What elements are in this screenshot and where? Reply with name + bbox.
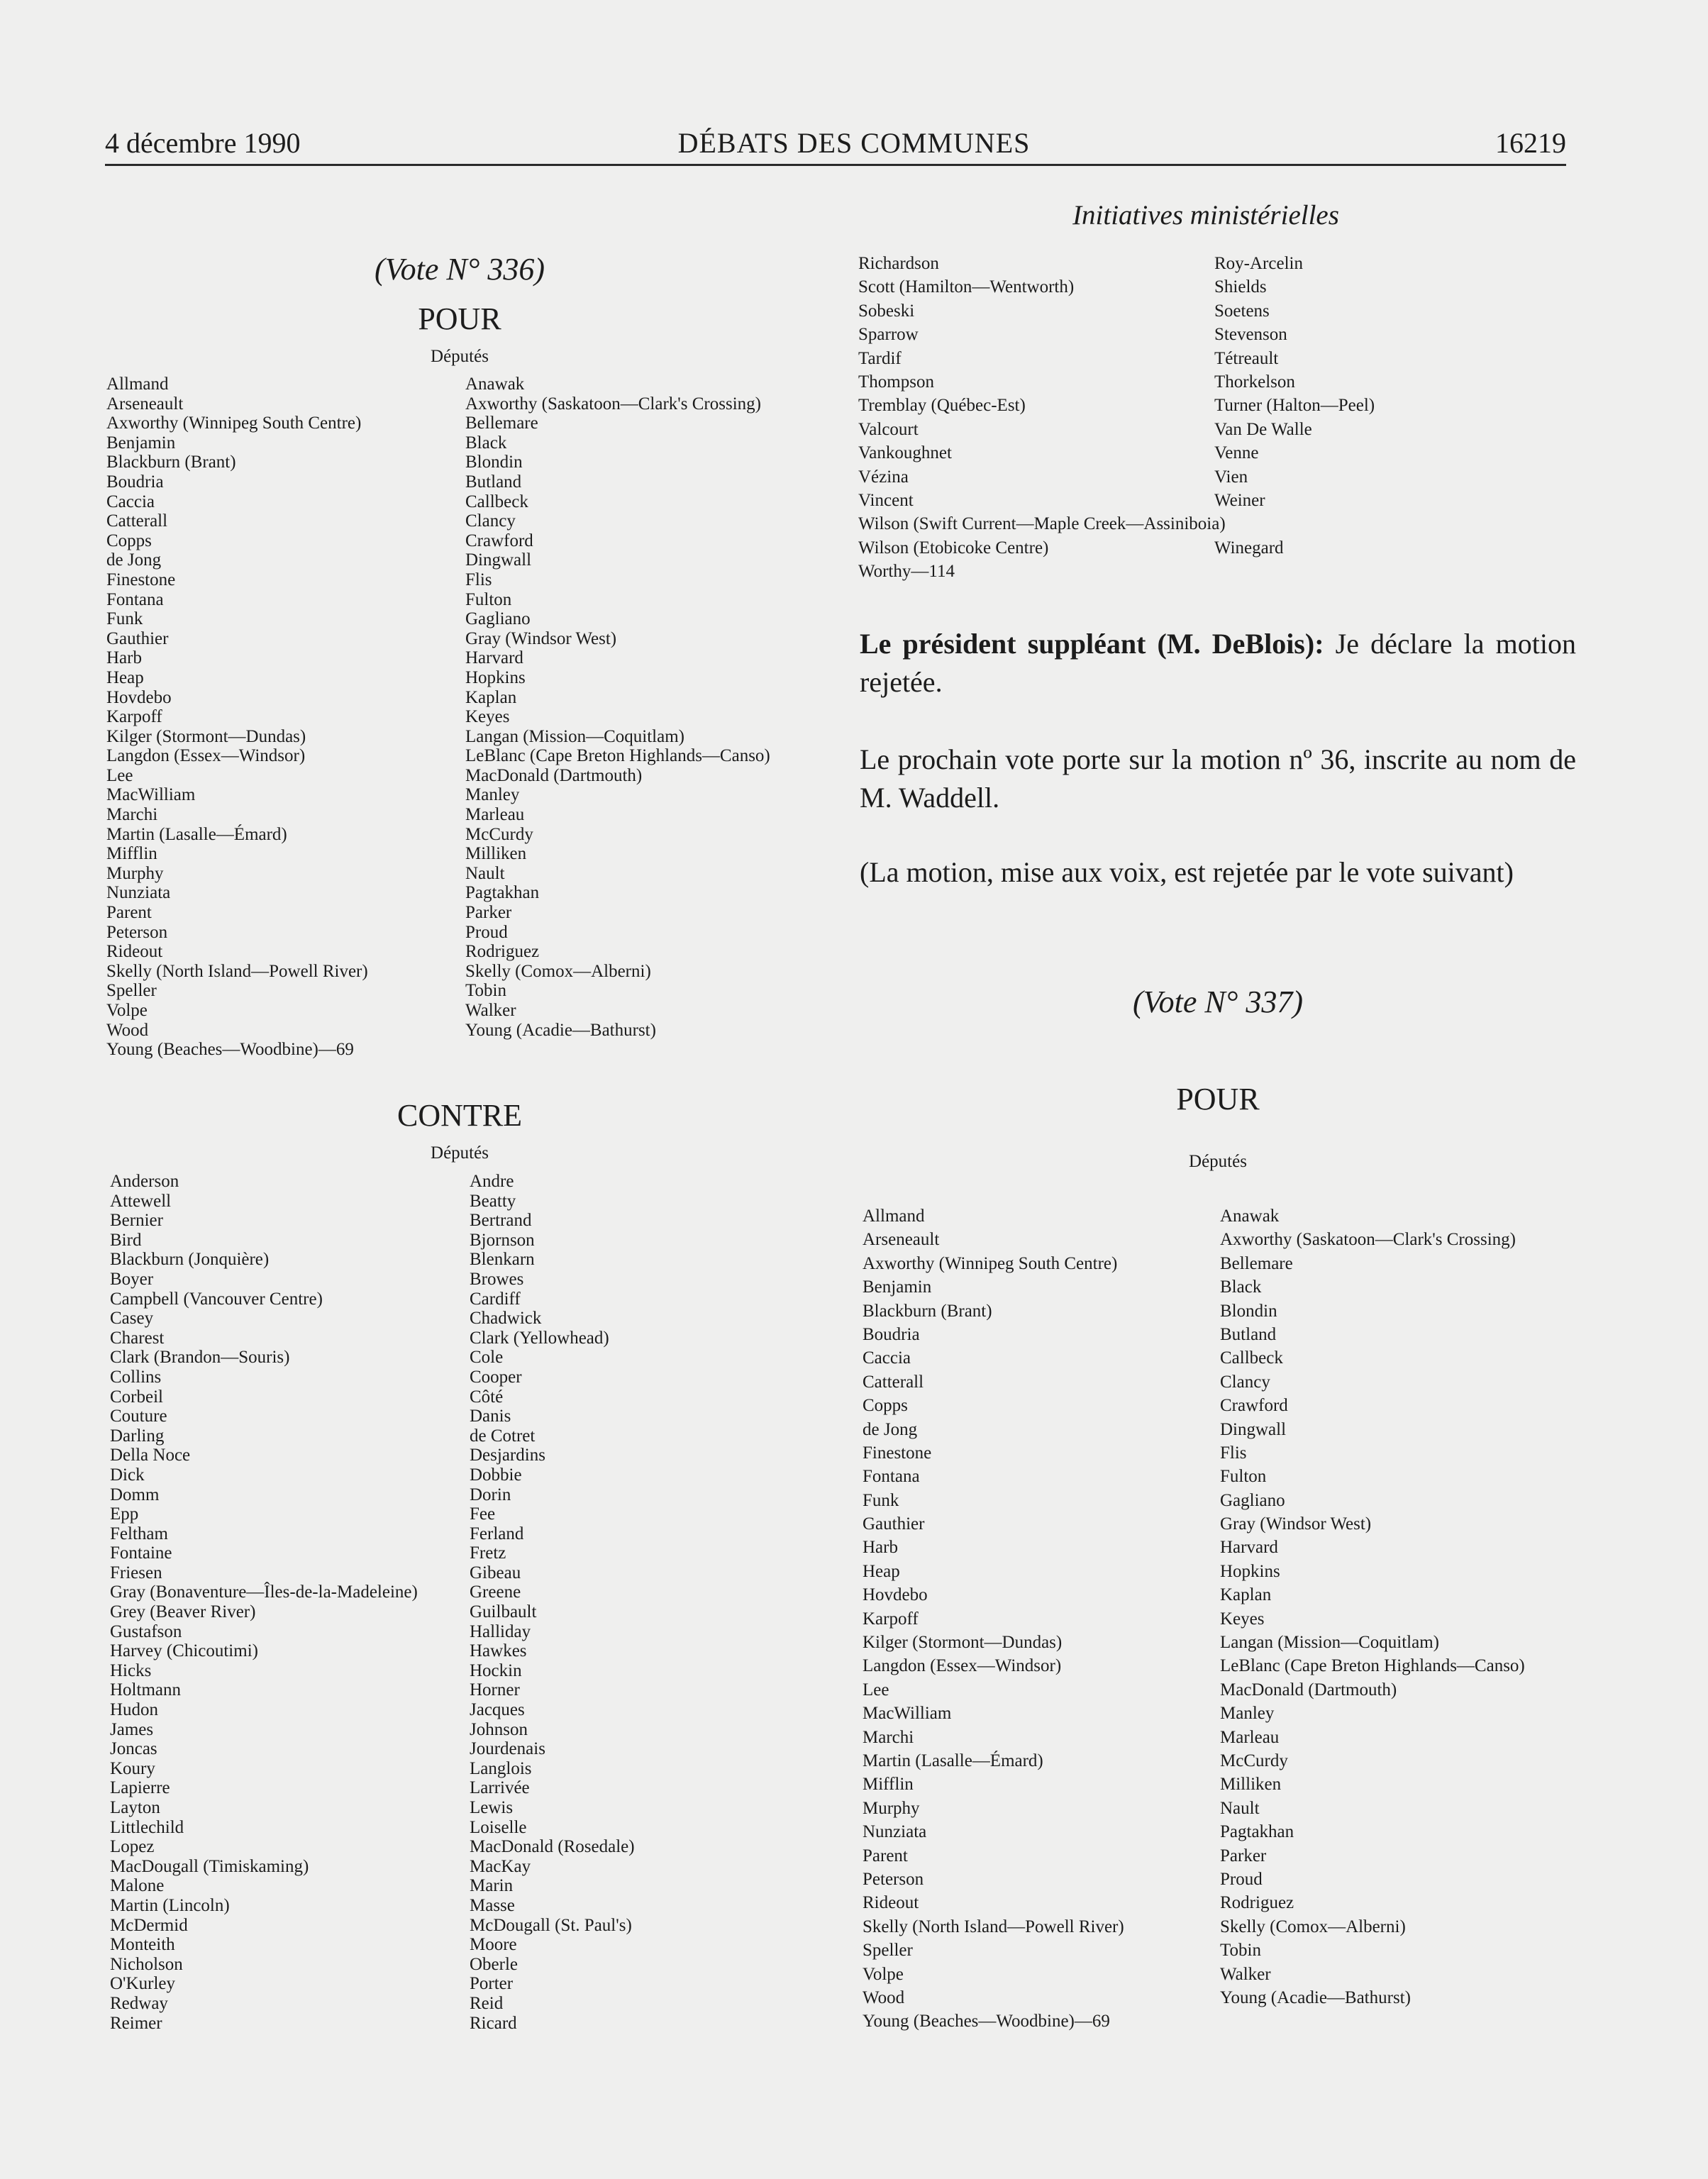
member-name: Venne — [1214, 443, 1259, 463]
member-name: Dingwall — [465, 550, 532, 570]
member-name: Winegard — [1214, 538, 1284, 558]
member-name — [1214, 512, 1375, 536]
member-name: Heap — [863, 1561, 900, 1581]
member-name: Skelly (Comox—Alberni) — [465, 961, 651, 981]
member-name: Layton — [110, 1798, 160, 1817]
member-name: Dorin — [470, 1485, 511, 1504]
vote-336-pour-heading: POUR — [418, 301, 501, 336]
member-name: Walker — [1220, 1964, 1271, 1984]
member-name: Collins — [110, 1367, 162, 1387]
member-name: Bertrand — [470, 1211, 532, 1231]
member-name: Guilbault — [470, 1602, 537, 1622]
vote-337-pour-list-2 — [1220, 1204, 1525, 2009]
member-name: Marin — [470, 1876, 514, 1896]
member-name: Langan (Mission—Coquitlam) — [465, 726, 684, 746]
member-name: Bellemare — [465, 414, 538, 433]
vote-336-pour-list-1 — [106, 375, 368, 1060]
member-name: Sparrow — [858, 325, 919, 345]
member-name: Crawford — [465, 531, 533, 550]
member-name: Hockin — [470, 1660, 522, 1680]
member-name: Axworthy (Saskatoon—Clark's Crossing) — [1220, 1230, 1516, 1250]
member-name: de Jong — [106, 550, 162, 570]
member-name: Couture — [110, 1407, 167, 1426]
member-name: Rodriguez — [465, 942, 540, 962]
member-name: Weiner — [1214, 490, 1265, 510]
member-name: Tobin — [465, 981, 506, 1001]
member-name: Marchi — [863, 1727, 914, 1747]
member-name: Dobbie — [470, 1465, 522, 1485]
member-name: Greene — [470, 1582, 521, 1602]
member-name: Gray (Windsor West) — [1220, 1514, 1372, 1534]
member-name: Hovdebo — [106, 687, 172, 707]
member-name: Stevenson — [1214, 325, 1287, 345]
member-name: Black — [465, 433, 507, 453]
member-name: Murphy — [106, 863, 164, 883]
vote-336-contre-heading: CONTRE — [397, 1098, 522, 1133]
member-name: Monteith — [110, 1935, 175, 1955]
member-name: Proud — [465, 922, 508, 942]
member-name: Gray (Windsor West) — [465, 628, 617, 648]
member-name: Pagtakhan — [1220, 1822, 1294, 1842]
member-name: Martin (Lasalle—Émard) — [863, 1751, 1043, 1770]
vote-336-contre-continued-list-1 — [858, 252, 1226, 583]
member-name: Della Noce — [110, 1446, 191, 1465]
member-name: Anawak — [1220, 1207, 1280, 1226]
member-name: Cardiff — [470, 1289, 521, 1309]
member-name: Karpoff — [106, 707, 162, 727]
member-name: Blackburn (Jonquière) — [110, 1250, 270, 1270]
member-name: Boudria — [863, 1324, 920, 1344]
member-name: Gibeau — [470, 1563, 521, 1582]
member-name: Speller — [106, 981, 157, 1001]
member-name: Richardson — [858, 254, 939, 273]
member-name: Soetens — [1214, 301, 1270, 321]
member-name: Vankoughnet — [858, 443, 952, 463]
header-title: DÉBATS DES COMMUNES — [677, 127, 1031, 159]
vote-336-pour-subheading: Députés — [431, 347, 489, 366]
member-name: Gauthier — [863, 1514, 925, 1534]
member-name: Redway — [110, 1993, 168, 2013]
speaker-name: Le président suppléant (M. DeBlois): — [860, 628, 1324, 660]
member-name: Fee — [470, 1504, 496, 1524]
member-name: Kilger (Stormont—Dundas) — [106, 726, 306, 746]
member-name: Attewell — [110, 1191, 172, 1211]
member-name: Marchi — [106, 805, 158, 825]
member-name: Axworthy (Winnipeg South Centre) — [863, 1253, 1118, 1273]
member-name: MacWilliam — [106, 785, 196, 805]
member-name: Parent — [863, 1846, 908, 1865]
member-name: Pagtakhan — [465, 883, 540, 903]
member-name: de Jong — [863, 1419, 918, 1439]
member-name: Benjamin — [106, 433, 176, 453]
member-name: Blenkarn — [470, 1250, 535, 1270]
member-name: Peterson — [863, 1869, 924, 1889]
member-name: Peterson — [106, 922, 168, 942]
member-name: Koury — [110, 1758, 155, 1778]
member-name: Anderson — [110, 1172, 179, 1191]
member-name: Young (Acadie—Bathurst) — [465, 1020, 656, 1040]
member-name: Johnson — [470, 1719, 528, 1739]
member-name: MacWilliam — [863, 1704, 952, 1724]
member-name: Martin (Lasalle—Émard) — [106, 824, 287, 844]
member-name: Rideout — [106, 942, 163, 962]
member-name: Hawkes — [470, 1641, 527, 1661]
member-name: Kilger (Stormont—Dundas) — [863, 1633, 1063, 1653]
vote-336-contre-list-2 — [470, 1172, 635, 2033]
member-name: Nault — [1220, 1798, 1260, 1818]
section-header: Initiatives ministérielles — [1072, 200, 1339, 231]
member-name: Lewis — [470, 1798, 514, 1817]
member-name: Axworthy (Saskatoon—Clark's Crossing) — [465, 394, 761, 414]
member-name: Skelly (North Island—Powell River) — [106, 961, 368, 981]
member-name: Marleau — [465, 805, 525, 825]
vote-336-label: (Vote N° 336) — [374, 252, 545, 287]
member-name: Masse — [470, 1895, 515, 1915]
member-name: Proud — [1220, 1869, 1263, 1889]
member-name: Marleau — [1220, 1727, 1280, 1747]
member-name: Hudon — [110, 1700, 159, 1720]
member-name: Vézina — [858, 467, 909, 487]
member-name: Nunziata — [106, 883, 171, 903]
member-name: Danis — [470, 1407, 511, 1426]
member-name: Langdon (Essex—Windsor) — [863, 1656, 1062, 1676]
member-name: Bellemare — [1220, 1253, 1293, 1273]
member-name: Turner (Halton—Peel) — [1214, 396, 1375, 416]
speaker-statement: Je déclare la motion rejetée. — [860, 628, 1576, 698]
member-name: Parker — [465, 903, 512, 923]
member-name: Friesen — [110, 1563, 162, 1582]
member-name: Manley — [1220, 1704, 1275, 1724]
member-name: Lopez — [110, 1837, 155, 1857]
member-name: Charest — [110, 1328, 165, 1348]
vote-336-contre-list-1 — [110, 1172, 418, 2033]
member-name: Black — [1220, 1277, 1262, 1297]
member-name: Walker — [465, 1001, 516, 1020]
member-name: Wood — [106, 1020, 149, 1040]
vote-336-contre-continued-list-2 — [1214, 252, 1375, 560]
member-name: Clancy — [1220, 1372, 1270, 1392]
member-name: Allmand — [106, 375, 169, 394]
member-name: Harb — [863, 1538, 898, 1558]
member-name: Langdon (Essex—Windsor) — [106, 746, 306, 766]
member-name: Littlechild — [110, 1817, 184, 1837]
member-name: Funk — [863, 1490, 899, 1510]
member-name: Gustafson — [110, 1621, 182, 1641]
member-name: Desjardins — [470, 1446, 545, 1465]
member-name: Vien — [1214, 467, 1248, 487]
member-name: Mifflin — [106, 844, 157, 864]
member-name: Valcourt — [858, 419, 919, 439]
member-name: Casey — [110, 1309, 154, 1329]
member-name: Young (Beaches—Woodbine)—69 — [863, 2012, 1110, 2031]
member-name: de Cotret — [470, 1426, 536, 1446]
motion-result-paragraph: (La motion, mise aux voix, est rejetée par le vote suivant) — [860, 856, 1514, 888]
member-name: Roy-Arcelin — [1214, 254, 1303, 273]
member-name: McCurdy — [1220, 1751, 1288, 1770]
member-name: Vincent — [858, 490, 914, 510]
member-name: Butland — [465, 472, 522, 492]
member-name: Karpoff — [863, 1609, 919, 1629]
member-name: Feltham — [110, 1524, 168, 1543]
member-name: Sobeski — [858, 301, 915, 321]
member-name: Arseneault — [863, 1230, 940, 1250]
member-name: Crawford — [1220, 1396, 1288, 1416]
member-name: Thompson — [858, 372, 934, 392]
member-name: Harvey (Chicoutimi) — [110, 1641, 258, 1661]
member-name: James — [110, 1719, 154, 1739]
member-name: Harb — [106, 648, 142, 668]
member-name: Thorkelson — [1214, 372, 1295, 392]
member-name: Langlois — [470, 1758, 532, 1778]
header-page-number: 16219 — [1495, 127, 1566, 159]
member-name: MacDonald (Dartmouth) — [465, 765, 643, 785]
member-name: Kaplan — [465, 687, 517, 707]
member-name: Caccia — [106, 492, 155, 511]
member-name: Caccia — [863, 1348, 911, 1368]
member-name: Skelly (Comox—Alberni) — [1220, 1917, 1406, 1936]
member-name: Andre — [470, 1172, 514, 1191]
speaker-paragraph — [860, 625, 1576, 702]
member-name: Rodriguez — [1220, 1893, 1294, 1913]
member-name: Clancy — [465, 511, 516, 531]
member-name: Nunziata — [863, 1822, 927, 1842]
member-name: Corbeil — [110, 1387, 163, 1407]
member-name: Larrivée — [470, 1778, 530, 1798]
vote-337-label: (Vote N° 337) — [1132, 985, 1303, 1019]
member-name: Fulton — [1220, 1467, 1267, 1487]
member-name: Hicks — [110, 1660, 152, 1680]
member-name: Young (Acadie—Bathurst) — [1220, 1987, 1411, 2007]
member-name: Tremblay (Québec-Est) — [858, 396, 1026, 416]
member-name: Ricard — [470, 2013, 517, 2033]
member-name: Fulton — [465, 589, 512, 609]
member-name: Fontana — [106, 589, 164, 609]
member-name: Catterall — [863, 1372, 924, 1392]
member-name: Lapierre — [110, 1778, 170, 1798]
member-name: Nault — [465, 863, 505, 883]
member-name: Boyer — [110, 1269, 154, 1289]
member-name: McCurdy — [465, 824, 533, 844]
member-name: Clark (Brandon—Souris) — [110, 1348, 290, 1368]
member-name: Keyes — [1220, 1609, 1265, 1629]
member-name: Murphy — [863, 1798, 920, 1818]
member-name: Rideout — [863, 1893, 919, 1913]
member-name: Manley — [465, 785, 520, 805]
member-name: Blackburn (Brant) — [863, 1301, 992, 1321]
member-name: Domm — [110, 1485, 160, 1504]
member-name: Boudria — [106, 472, 164, 492]
member-name: Allmand — [863, 1207, 925, 1226]
member-name: Copps — [106, 531, 152, 550]
member-name: Harvard — [465, 648, 523, 668]
member-name: Hopkins — [1220, 1561, 1280, 1581]
member-name: Joncas — [110, 1739, 157, 1759]
member-name: Reimer — [110, 2013, 162, 2033]
member-name: Worthy—114 — [858, 562, 955, 582]
member-name: Grey (Beaver River) — [110, 1602, 256, 1622]
member-name: Funk — [106, 609, 143, 629]
member-name: Darling — [110, 1426, 165, 1446]
member-name: Beatty — [470, 1191, 516, 1211]
member-name: Clark (Yellowhead) — [470, 1328, 609, 1348]
member-name: Bjornson — [470, 1230, 535, 1250]
member-name: Moore — [470, 1935, 517, 1955]
member-name: Oberle — [470, 1954, 518, 1974]
header-date: 4 décembre 1990 — [105, 127, 301, 159]
member-name: Gray (Bonaventure—Îles-de-la-Madeleine) — [110, 1582, 418, 1602]
member-name: Porter — [470, 1974, 514, 1994]
member-name: Fontaine — [110, 1543, 172, 1563]
member-name: Halliday — [470, 1621, 531, 1641]
vote-337-pour-subheading: Députés — [1189, 1152, 1247, 1171]
vote-337-pour-list-1 — [863, 1204, 1124, 2034]
member-name: Gagliano — [465, 609, 531, 629]
member-name: Finestone — [106, 570, 176, 589]
member-name: O'Kurley — [110, 1974, 175, 1994]
member-name: Axworthy (Winnipeg South Centre) — [106, 414, 362, 433]
member-name: Langan (Mission—Coquitlam) — [1220, 1633, 1439, 1653]
member-name: Jourdenais — [470, 1739, 545, 1759]
member-name: McDermid — [110, 1915, 188, 1935]
member-name: Blondin — [1220, 1301, 1277, 1321]
member-name: Tétreault — [1214, 348, 1279, 368]
member-name: Chadwick — [470, 1309, 542, 1329]
member-name: Benjamin — [863, 1277, 932, 1297]
member-name: Callbeck — [465, 492, 528, 511]
member-name: McDougall (St. Paul's) — [470, 1915, 632, 1935]
member-name: Flis — [1220, 1443, 1247, 1463]
member-name: Loiselle — [470, 1817, 527, 1837]
member-name: MacDonald (Dartmouth) — [1220, 1680, 1397, 1700]
member-name: Harvard — [1220, 1538, 1278, 1558]
member-name: Copps — [863, 1396, 908, 1416]
member-name: LeBlanc (Cape Breton Highlands—Canso) — [465, 746, 770, 766]
member-name: LeBlanc (Cape Breton Highlands—Canso) — [1220, 1656, 1525, 1676]
member-name: Parent — [106, 903, 152, 923]
member-name: Cole — [470, 1348, 504, 1368]
member-name: MacDougall (Timiskaming) — [110, 1856, 309, 1876]
member-name: Malone — [110, 1876, 165, 1896]
member-name: Wilson (Etobicoke Centre) — [858, 538, 1049, 558]
member-name: Fontana — [863, 1467, 920, 1487]
member-name: MacDonald (Rosedale) — [470, 1837, 635, 1857]
member-name: Arseneault — [106, 394, 184, 414]
member-name: Van De Walle — [1214, 419, 1312, 439]
member-name: Scott (Hamilton—Wentworth) — [858, 277, 1075, 297]
header-rule — [105, 164, 1566, 166]
member-name: Holtmann — [110, 1680, 181, 1700]
member-name: Côté — [470, 1387, 504, 1407]
member-name: Volpe — [106, 1001, 148, 1020]
member-name: Epp — [110, 1504, 139, 1524]
member-name: Reid — [470, 1993, 504, 2013]
member-name: Bernier — [110, 1211, 163, 1231]
member-name: Volpe — [863, 1964, 904, 1984]
member-name: Young (Beaches—Woodbine)—69 — [106, 1040, 354, 1060]
member-name: Martin (Lincoln) — [110, 1895, 230, 1915]
member-name: Horner — [470, 1680, 520, 1700]
member-name: Heap — [106, 667, 144, 687]
member-name: Tardif — [858, 348, 902, 368]
member-name: Keyes — [465, 707, 510, 727]
member-name: Catterall — [106, 511, 168, 531]
member-name: Butland — [1220, 1324, 1277, 1344]
member-name: Anawak — [465, 375, 525, 394]
member-name: Nicholson — [110, 1954, 183, 1974]
vote-336-contre-subheading: Députés — [431, 1143, 489, 1163]
member-name: Skelly (North Island—Powell River) — [863, 1917, 1124, 1936]
vote-336-pour-list-2 — [465, 375, 770, 1040]
member-name: Hovdebo — [863, 1585, 928, 1605]
member-name: MacKay — [470, 1856, 531, 1876]
member-name: Blondin — [465, 453, 523, 472]
member-name: Milliken — [465, 844, 527, 864]
member-name: Lee — [863, 1680, 889, 1700]
member-name: Cooper — [470, 1367, 522, 1387]
member-name: Wood — [863, 1987, 905, 2007]
member-name: Shields — [1214, 277, 1267, 297]
member-name: Tobin — [1220, 1941, 1261, 1961]
member-name: Blackburn (Brant) — [106, 453, 236, 472]
member-name: Bird — [110, 1230, 142, 1250]
member-name: Wilson (Swift Current—Maple Creek—Assiniboia) — [858, 514, 1226, 534]
vote-337-pour-heading: POUR — [1176, 1082, 1260, 1116]
member-name: Fretz — [470, 1543, 506, 1563]
member-name: Dingwall — [1220, 1419, 1287, 1439]
member-name: Campbell (Vancouver Centre) — [110, 1289, 323, 1309]
member-name: Speller — [863, 1941, 913, 1961]
member-name: Parker — [1220, 1846, 1267, 1865]
member-name: Kaplan — [1220, 1585, 1272, 1605]
member-name: Mifflin — [863, 1775, 914, 1795]
member-name: Gauthier — [106, 628, 169, 648]
member-name: Lee — [106, 765, 133, 785]
member-name: Jacques — [470, 1700, 525, 1720]
member-name: Ferland — [470, 1524, 524, 1543]
member-name: Milliken — [1220, 1775, 1282, 1795]
member-name: Finestone — [863, 1443, 932, 1463]
member-name: Dick — [110, 1465, 145, 1485]
member-name: Flis — [465, 570, 492, 589]
member-name: Callbeck — [1220, 1348, 1283, 1368]
member-name: Hopkins — [465, 667, 526, 687]
member-name: Browes — [470, 1269, 524, 1289]
next-vote-paragraph: Le prochain vote porte sur la motion nº 36, inscrite au nom de M. Waddell. — [860, 743, 1576, 814]
member-name: Gagliano — [1220, 1490, 1285, 1510]
